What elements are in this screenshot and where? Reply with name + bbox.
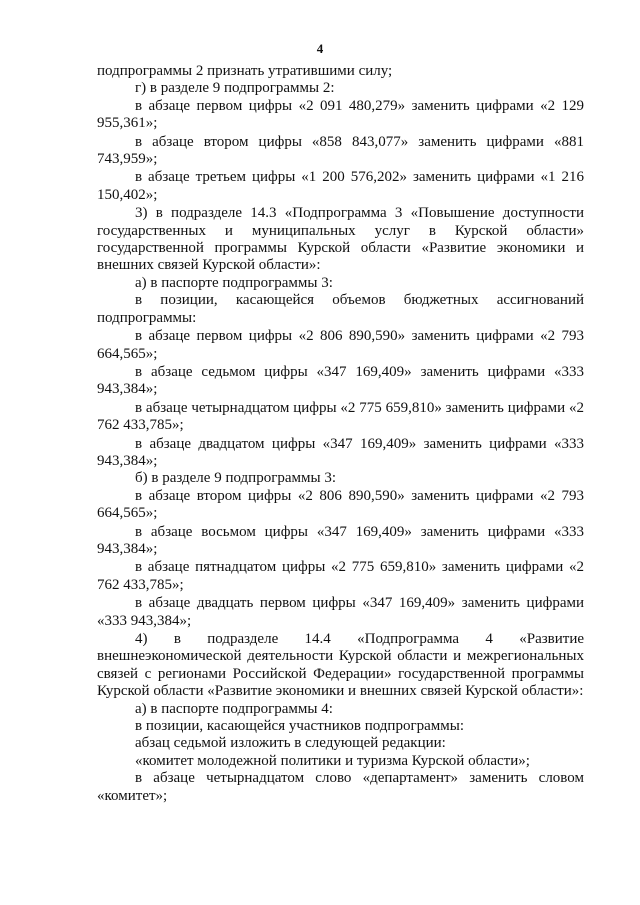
paragraph-6: 3) в подразделе 14.3 «Подпрограмма 3 «Повышение доступности государственных и муниципальных услуг в Курской области» государственной программы Курской области «Развитие экономики и внешних связей Курской области»: [97,205,584,274]
paragraph-3: в абзаце первом цифры «2 091 480,279» заменить цифрами «2 129 955,361»; [97,97,584,132]
paragraph-5: в абзаце третьем цифры «1 200 576,202» заменить цифрами «1 216 150,402»; [97,169,584,203]
paragraph-12: в абзаце двадцатом цифры «347 169,409» заменить цифрами «333 943,384»; [97,435,584,469]
paragraph-1: подпрограммы 2 признать утратившими силу; [97,63,393,79]
paragraph-16: в абзаце пятнадцатом цифры «2 775 659,810» заменить цифрами «2 762 433,785»; [97,559,584,593]
paragraph-8: в позиции, касающейся объемов бюджетных ассигнований подпрограммы: [97,292,584,326]
page-number: 4 [316,41,324,56]
paragraph-15: в абзаце восьмом цифры «347 169,409» заменить цифрами «333 943,384»; [97,523,584,557]
paragraph-23: в абзаце четырнадцатом слово «департамент» заменить словом «комитет»; [97,770,584,804]
paragraph-11: в абзаце четырнадцатом цифры «2 775 659,810» заменить цифрами «2 762 433,785»; [97,399,584,434]
paragraph-4: в абзаце втором цифры «858 843,077» заменить цифрами «881 743,959»; [97,133,584,168]
paragraph-13: б) в разделе 9 подпрограммы 3: [135,470,336,487]
paragraph-17: в абзаце двадцать первом цифры «347 169,409» заменить цифрами «333 943,384»; [97,595,584,629]
document-body [97,63,584,805]
paragraph-20: в позиции, касающейся участников подпрограммы: [135,718,464,735]
paragraph-7: а) в паспорте подпрограммы 3: [135,274,333,291]
paragraph-2: г) в разделе 9 подпрограммы 2: [135,80,335,97]
paragraph-9: в абзаце первом цифры «2 806 890,590» заменить цифрами «2 793 664,565»; [97,328,584,362]
paragraph-10: в абзаце седьмом цифры «347 169,409» заменить цифрами «333 943,384»; [97,363,584,398]
paragraph-21: абзац седьмой изложить в следующей редакции: [135,735,446,752]
paragraph-18: 4) в подразделе 14.4 «Подпрограмма 4 «Развитие внешнеэкономической деятельности Курской области и межрегиональных связей с регионами Российской Федерации» государственной программы Курской области «Развитие экономики и внешних связей Курской области»: [97,631,584,700]
paragraph-14: в абзаце втором цифры «2 806 890,590» заменить цифрами «2 793 664,565»; [97,487,584,522]
paragraph-19: а) в паспорте подпрограммы 4: [135,700,333,717]
paragraph-22: «комитет молодежной политики и туризма Курской области»; [135,752,530,769]
